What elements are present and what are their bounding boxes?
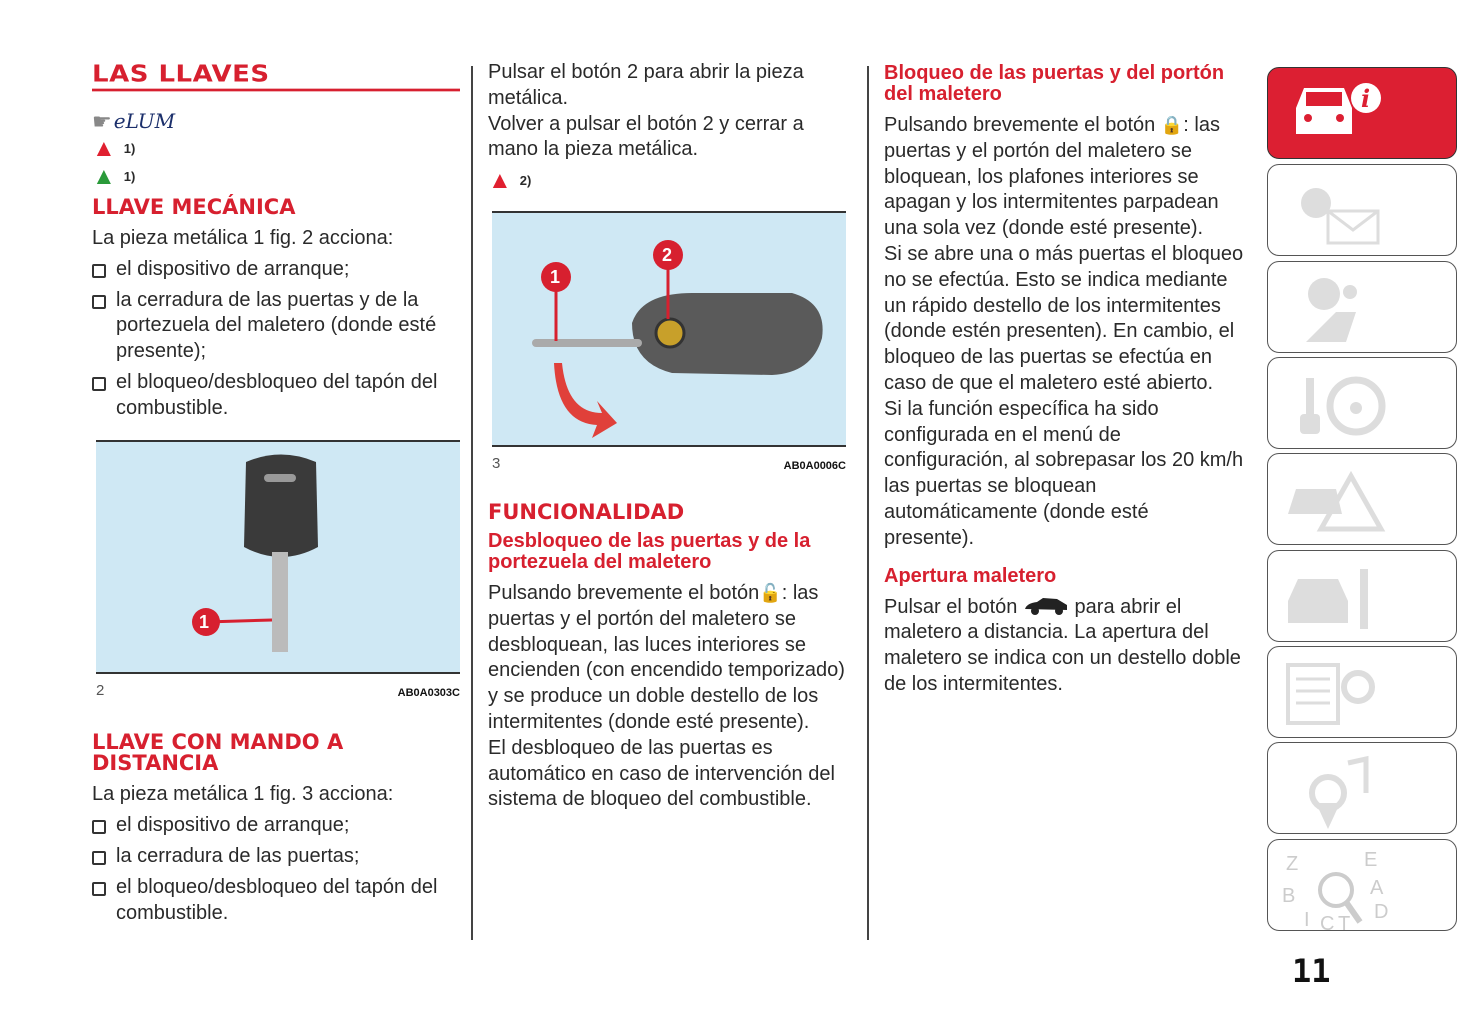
paragraph: [884, 113, 1244, 242]
index-icon: [1282, 849, 1396, 935]
tab-index[interactable]: [1267, 839, 1457, 935]
tab-emergency[interactable]: [1267, 453, 1457, 545]
remote-intro: La pieza metálica 1 fig. 3 acciona:: [92, 783, 394, 806]
callout-1: 1: [199, 611, 210, 632]
list-item: [92, 844, 460, 870]
elum-label: eLUM: [113, 109, 176, 134]
svg-text:i: i: [1361, 84, 1371, 113]
item-text: el bloqueo/desbloqueo del tapón del combustible.: [116, 370, 438, 419]
heading-lock: Bloqueo de las puertas y del portón del maletero: [884, 62, 1225, 105]
trunk-car-icon: [1023, 597, 1069, 615]
tab-car-info[interactable]: [1267, 67, 1457, 159]
airbag-icon: [1286, 272, 1386, 342]
paragraph: [884, 595, 1244, 698]
warning-triangle-icon: ▲: [488, 167, 512, 195]
paragraph: Si la función específica ha sido configurada en el menú de configuración, al sobrepasar los 20 km/h las puertas se bloquean automáticamente (donde esté presente).: [884, 397, 1244, 549]
pointing-hand-icon: ☛: [92, 109, 112, 135]
environment-triangle-icon: ▲: [92, 163, 116, 191]
heading-functionality: FUNCIONALIDAD: [488, 499, 685, 524]
page-number: 11: [1292, 952, 1331, 990]
heading-unlock: Desbloqueo de las puertas y de la portezuela del maletero: [488, 529, 811, 573]
figure-caption: [492, 451, 846, 480]
car-service-icon: [1286, 561, 1386, 631]
list-item: [92, 288, 460, 365]
checkbox-bullet-icon: [92, 820, 106, 834]
list-item: [92, 813, 460, 839]
tab-lights-messages[interactable]: [1267, 164, 1457, 256]
mechanical-key-image: [96, 442, 452, 672]
checkbox-bullet-icon: [92, 882, 106, 896]
item-text: el dispositivo de arranque;: [116, 814, 350, 837]
emergency-icon: [1286, 464, 1386, 534]
figure-number: 2: [96, 681, 105, 699]
specs-gear-icon: [1286, 657, 1386, 727]
figure-number: 3: [492, 455, 501, 473]
item-text: la cerradura de las puertas y de la portezuela del maletero (donde esté presente);: [116, 288, 437, 363]
tab-safety[interactable]: [1267, 261, 1457, 353]
elum-link[interactable]: [92, 109, 460, 135]
figure-2-mechanical-key: [96, 440, 460, 674]
svg-text:D: D: [1374, 901, 1389, 923]
checkbox-bullet-icon: [92, 851, 106, 865]
multimedia-icon: [1286, 753, 1386, 823]
svg-text:T: T: [1338, 913, 1351, 935]
environment-ref[interactable]: [92, 163, 460, 191]
column-2: [488, 60, 850, 813]
heading-mechanical-key: LLAVE MECÁNICA: [92, 195, 296, 219]
warning-triangle-icon: ▲: [92, 135, 116, 163]
key-steering-icon: [1286, 368, 1386, 438]
tab-maintenance[interactable]: [1267, 550, 1457, 642]
paragraph: El desbloqueo de las puertas es automático en caso de intervención del sistema de bloqueo del combustible.: [488, 736, 835, 811]
svg-text:C: C: [1320, 913, 1335, 935]
list-item: [92, 370, 460, 422]
column-1: [92, 60, 460, 926]
lights-message-icon: [1286, 175, 1386, 245]
paragraph: Volver a pulsar el botón 2 y cerrar a mano la pieza metálica.: [488, 112, 804, 161]
list-item: [92, 875, 460, 927]
paragraph: Si se abre una o más puertas el bloqueo no se efectúa. Esto se indica mediante un rápido destello de los intermitentes (donde estén presenten). En cambio, el bloqueo de las puertas se efectúa en caso de que el maletero esté abierto.: [884, 242, 1244, 394]
svg-text:Z: Z: [1286, 853, 1299, 875]
tab-technical-data[interactable]: [1267, 646, 1457, 738]
warning-ref[interactable]: [488, 167, 850, 195]
section-title: LAS LLAVES: [92, 62, 460, 92]
ref-number: 1): [123, 169, 136, 185]
warning-ref[interactable]: [92, 135, 460, 163]
item-text: el bloqueo/desbloqueo del tapón del combustible.: [116, 875, 438, 924]
figure-caption: [96, 678, 460, 707]
figure-code: AB0A0006C: [783, 460, 846, 473]
tab-starting-driving[interactable]: [1267, 357, 1457, 449]
heading-remote-key: LLAVE CON MANDO A DISTANCIA: [92, 730, 344, 776]
checkbox-bullet-icon: [92, 377, 106, 391]
paragraph: Pulsar el botón 2 para abrir la pieza metálica.: [488, 61, 804, 109]
checkbox-bullet-icon: [92, 264, 106, 278]
svg-text:E: E: [1364, 849, 1378, 871]
text: Pulsando brevemente el botón: [884, 114, 1156, 136]
item-text: el dispositivo de arranque;: [116, 257, 350, 280]
mech-intro: La pieza metálica 1 fig. 2 acciona:: [92, 227, 394, 249]
svg-text:B: B: [1282, 885, 1296, 907]
figure-3-remote-key: [492, 211, 846, 447]
unlock-button-icon: 🔓: [759, 582, 782, 603]
text: Pulsar el botón: [884, 595, 1018, 618]
text: Pulsando brevemente el botón: [488, 581, 760, 604]
list-item: [92, 257, 460, 283]
ref-number: 1): [123, 141, 136, 157]
tab-multimedia[interactable]: [1267, 742, 1457, 834]
figure-code: AB0A0303C: [397, 686, 460, 699]
car-info-icon: [1286, 78, 1386, 138]
paragraph: [488, 581, 850, 736]
item-text: la cerradura de las puertas;: [116, 844, 360, 867]
column-divider: [471, 66, 473, 940]
column-divider: [867, 66, 869, 940]
ref-number: 2): [519, 173, 532, 189]
svg-text:I: I: [1304, 909, 1310, 931]
checkbox-bullet-icon: [92, 295, 106, 309]
column-3: [884, 60, 1244, 698]
lock-button-icon: 🔒: [1160, 115, 1184, 135]
heading-trunk: Apertura maletero: [884, 564, 1057, 587]
text: : las puertas y el portón del maletero se bloquean, los plafones interiores se apagan y los intermitentes parpadean una sola vez (donde esté presente).: [884, 114, 1220, 240]
callout-2: 2: [662, 245, 673, 266]
callout-1: 1: [550, 267, 561, 288]
svg-text:A: A: [1370, 877, 1384, 899]
text: para abrir el maletero a distancia. La apertura del maletero se indica con un destello doble de los intermitentes.: [884, 595, 1241, 695]
text: : las puertas y el portón del maletero se desbloquean, las luces interiores se encienden (con encendido temporizado) y se produce un doble destello de los intermitentes (donde esté presente).: [488, 581, 845, 733]
